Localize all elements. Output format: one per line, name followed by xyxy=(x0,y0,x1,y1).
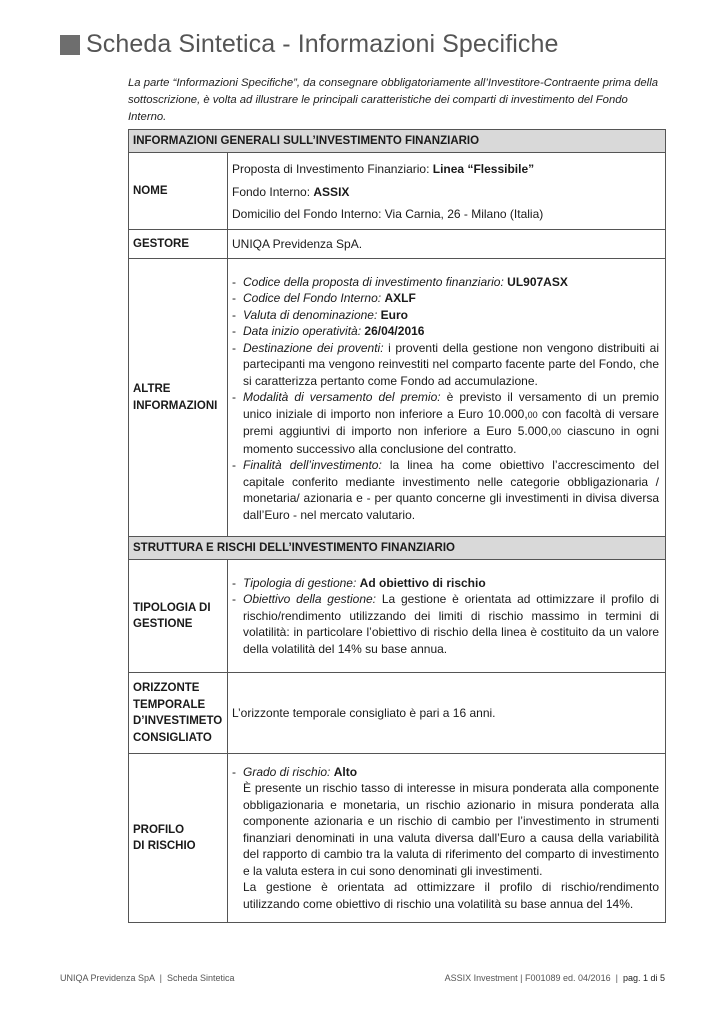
intro-paragraph: La parte “Informazioni Specifiche”, da consegnare obbligatoriamente all’Investitore-Contraente prima della sottoscrizione, è volta ad illustrare le principali caratteristiche dei comparti di investimento del Fondo Interno. xyxy=(128,77,658,123)
section-heading-text: STRUTTURA E RISCHI DELL’INVESTIMENTO FINANZIARIO xyxy=(129,537,666,560)
row-gestore xyxy=(129,229,666,259)
row-profilo xyxy=(129,754,666,923)
profilo-paragraph-2: La gestione è orientata ad ottimizzare il profilo di rischio/rendimento utilizzando come obiettivo di rischio una volatilità su base annua del 14%. xyxy=(243,880,659,911)
list-item-modalita: - Modalità di versamento del premio: è previsto il versamento di un premio unico iniziale di importo non inferiore a Euro 10.000,00 con facoltà di versare premi aggiuntivi di importo non inferiore a Euro 5.000,00 ciascuno in ogni momento successivo alla conclusione del contratto. xyxy=(232,390,660,456)
footer-right xyxy=(445,973,665,983)
list-item-valuta: - Valuta di denominazione: Euro xyxy=(232,307,409,322)
label-gestore: GESTORE xyxy=(129,229,228,259)
list-item-destinazione: - Destinazione dei proventi: i proventi della gestione non vengono distribuiti ai partecipanti ma vengono reinvestiti nel comparto facente parte del Fondo, che si caratterizza pertanto come Fondo ad accumulazione. xyxy=(232,340,659,388)
page-number: pag. 1 di 5 xyxy=(622,973,665,983)
list-item-codice-fondo: - Codice del Fondo Interno: AXLF xyxy=(232,291,416,306)
label-profilo: PROFILO DI RISCHIO xyxy=(129,754,228,923)
label-tipologia: TIPOLOGIA DI GESTIONE xyxy=(129,560,228,673)
list-item-tipologia: - Tipologia di gestione: Ad obiettivo di rischio xyxy=(232,575,486,590)
value-profilo xyxy=(228,754,666,923)
title-square-icon xyxy=(60,35,80,55)
section-heading-struttura xyxy=(129,537,666,560)
page-header xyxy=(60,30,559,59)
row-orizzonte xyxy=(129,673,666,754)
value-nome xyxy=(228,153,666,230)
label-nome: NOME xyxy=(129,153,228,230)
list-item-finalita: - Finalità dell’investimento: la linea ha come obiettivo l’accrescimento del capitale conferito mediante investimento nelle categorie obbligazionaria / monetaria/ azionaria e - per quanto concerne gli investimenti in divisa diversa dall’Euro - nel mercato valutario. xyxy=(232,458,659,522)
nome-line-fondo: Fondo Interno: ASSIX xyxy=(232,184,350,199)
list-item-data-inizio: - Data inizio operatività: 26/04/2016 xyxy=(232,324,425,339)
list-item-grado: - Grado di rischio: Alto xyxy=(232,764,358,779)
footer-separator: | xyxy=(159,973,162,983)
row-altre-informazioni xyxy=(129,259,666,537)
footer-company: UNIQA Previdenza SpA xyxy=(60,973,155,983)
section-heading-general xyxy=(129,130,666,153)
value-tipologia xyxy=(228,560,666,673)
section-heading-text: INFORMAZIONI GENERALI SULL’INVESTIMENTO FINANZIARIO xyxy=(129,130,666,153)
row-nome xyxy=(129,153,666,230)
footer-separator: | xyxy=(520,973,523,983)
info-table xyxy=(128,129,666,923)
footer-separator: | xyxy=(615,973,618,983)
footer-doc-name: Scheda Sintetica xyxy=(166,973,235,983)
list-item-obiettivo: - Obiettivo della gestione: La gestione è orientata ad ottimizzare il profilo di rischio/rendimento utilizzando dei limiti di rischio massimo in termini di volatilità: in particolare l’obiettivo di rischio della linea è costituito da un valore della volatilità del 14% su base annua. xyxy=(232,592,659,656)
footer-code: F001089 ed. 04/2016 xyxy=(525,973,611,983)
footer-left xyxy=(60,973,234,983)
value-altre-informazioni xyxy=(228,259,666,537)
footer-product: ASSIX Investment xyxy=(444,973,518,983)
label-orizzonte: ORIZZONTE TEMPORALE D’INVESTIMETO CONSIGLIATO xyxy=(129,673,228,754)
profilo-paragraph-1: È presente un rischio tasso di interesse in misura ponderata alla componente obbligazionaria e monetaria, un rischio azionario in misura ponderata alla componente azionaria e un rischio di cambio per l’investimento in strumenti finanziari denominati in una valuta diversa dall’Euro a causa della variabilità del rapporto di cambio tra la valuta di riferimento del comparto di investimento e la valuta estera in cui sono denominati gli investimenti. xyxy=(243,781,659,878)
label-altre-informazioni: ALTRE INFORMAZIONI xyxy=(129,259,228,537)
row-tipologia xyxy=(129,560,666,673)
nome-line-proposta: Proposta di Investimento Finanziario: Linea “Flessibile” xyxy=(232,162,535,176)
list-item-codice-proposta: - Codice della proposta di investimento finanziario: UL907ASX xyxy=(232,274,568,289)
value-gestore: UNIQA Previdenza SpA. xyxy=(228,229,666,259)
page-title: Scheda Sintetica - Informazioni Specifiche xyxy=(86,30,559,58)
nome-line-domicilio: Domicilio del Fondo Interno: Via Carnia, 26 - Milano (Italia) xyxy=(232,207,544,221)
value-orizzonte: L’orizzonte temporale consigliato è pari a 16 anni. xyxy=(228,673,666,754)
